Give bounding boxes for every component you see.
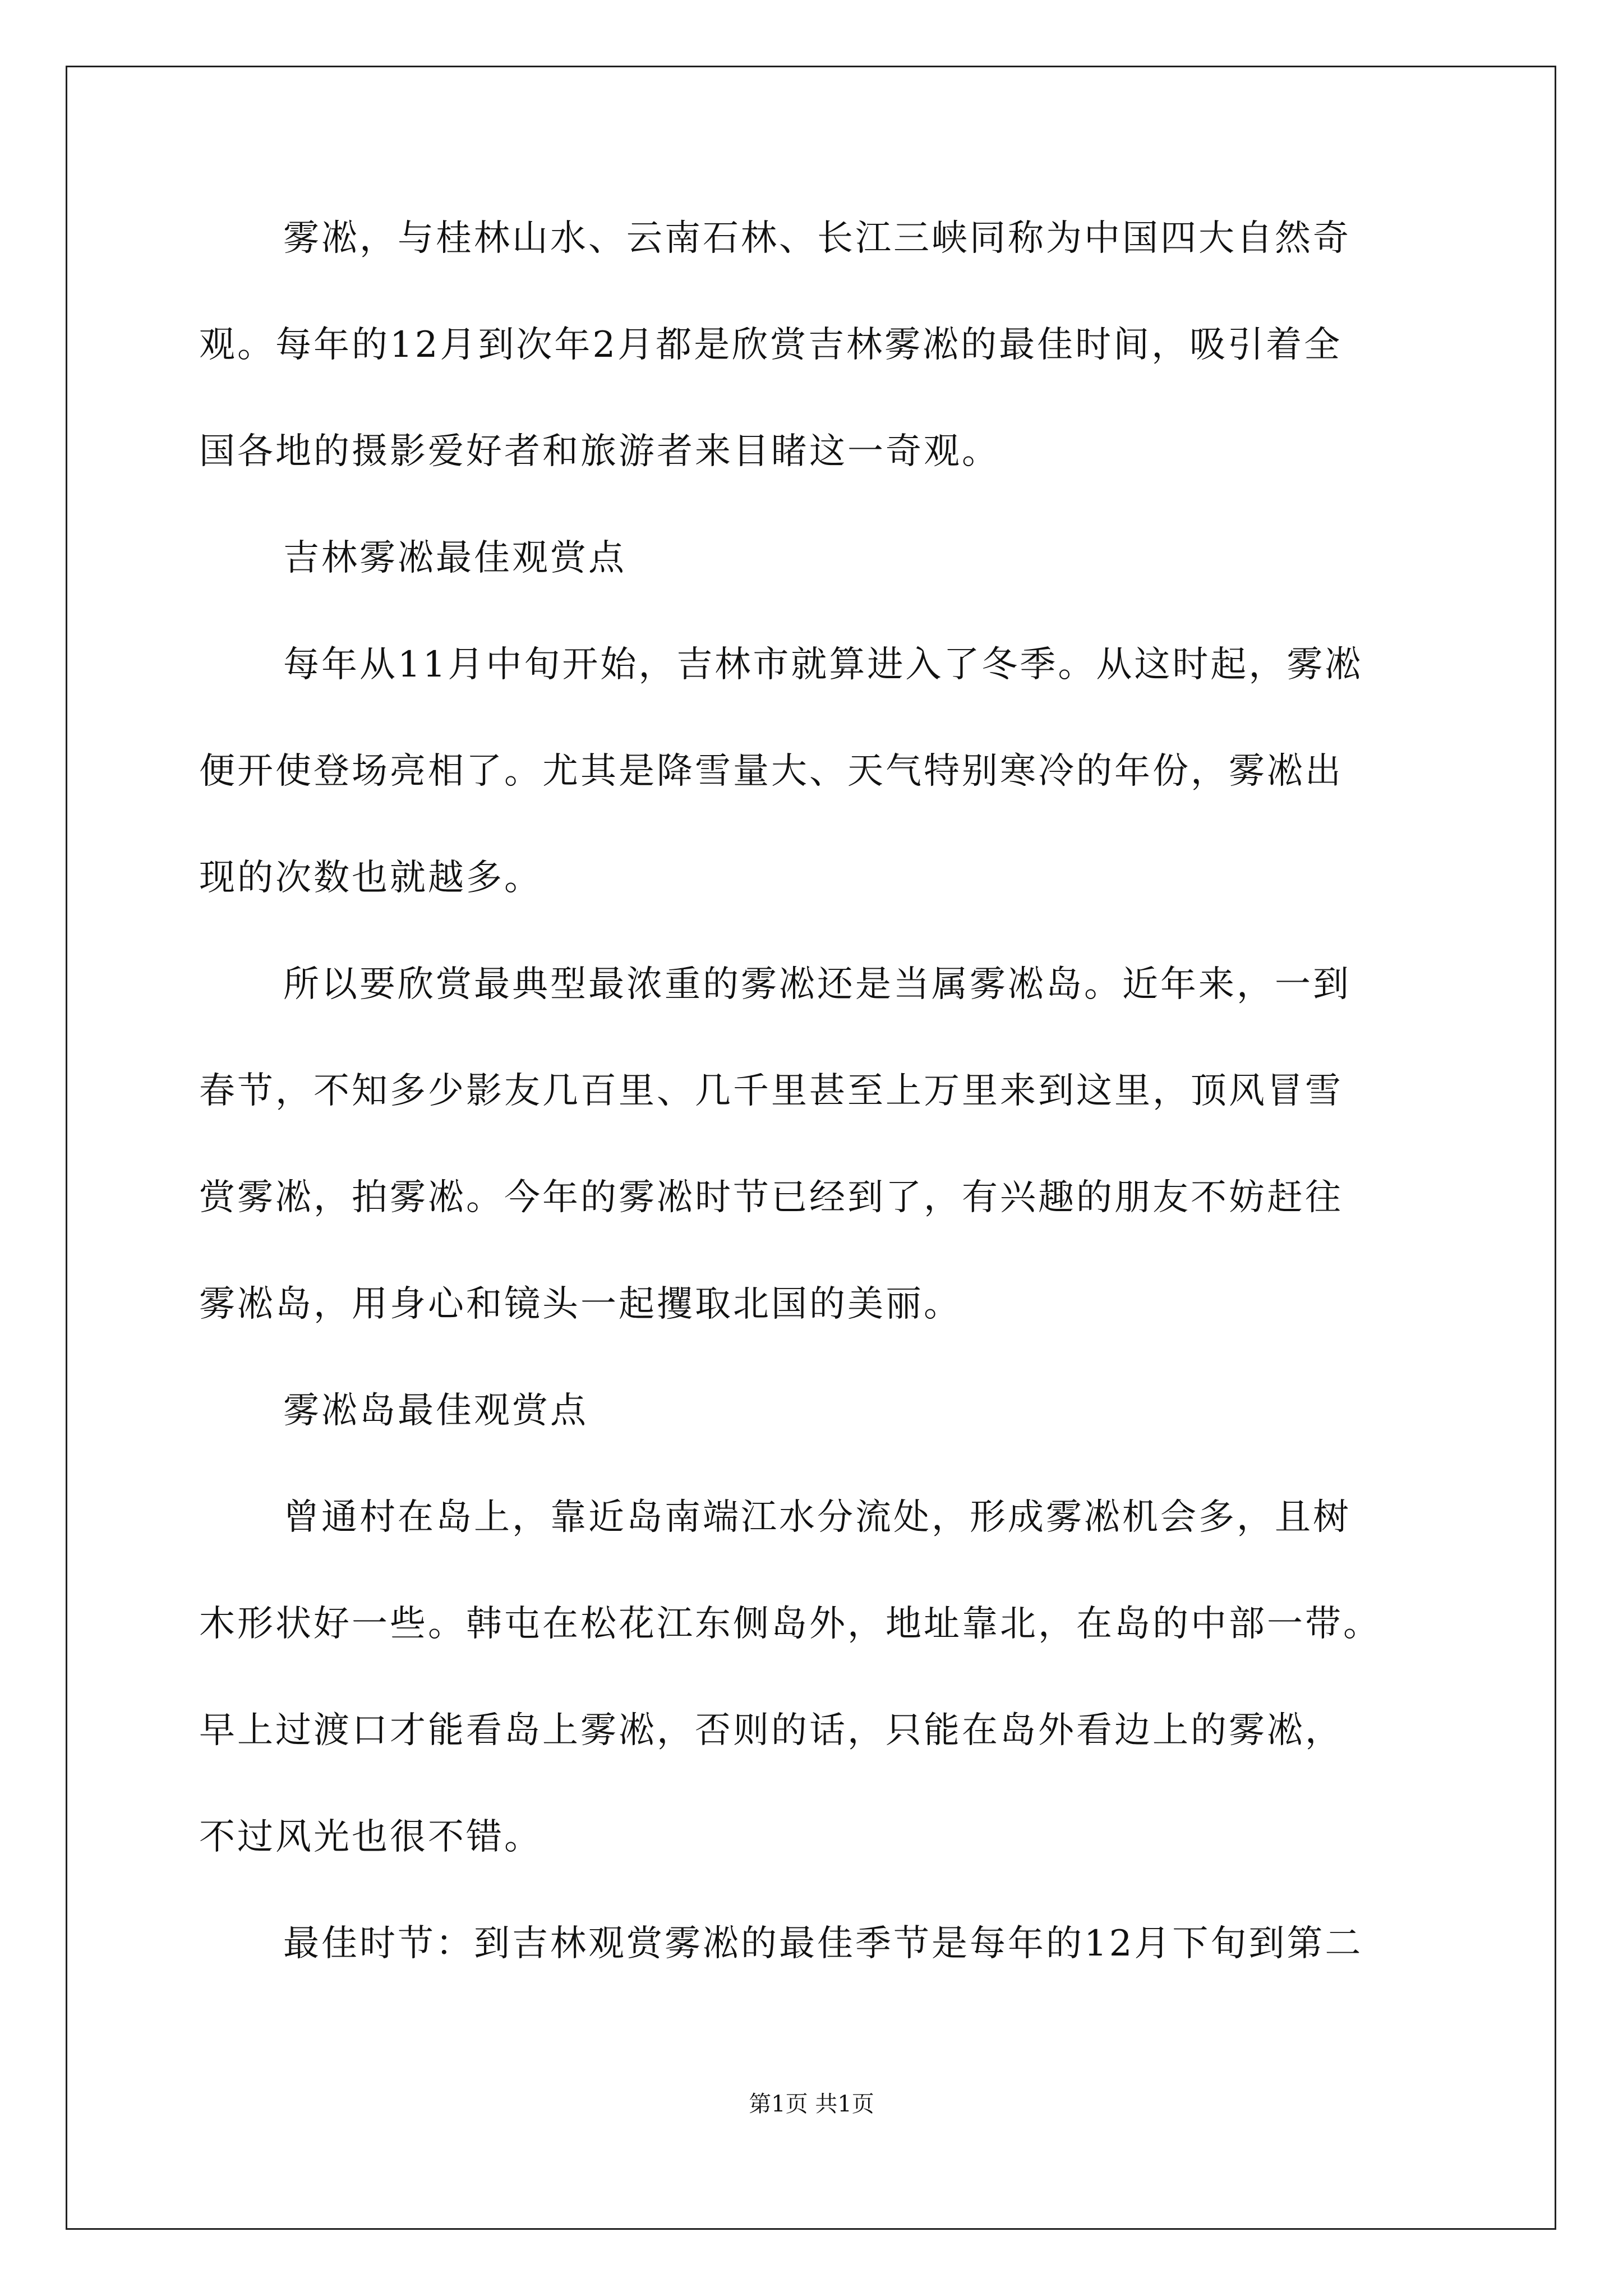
paragraph-4-line-3: 早上过渡口才能看岛上雾凇，否则的话，只能在岛外看边上的雾凇，	[199, 1710, 1343, 1751]
paragraph-1-line-1: 雾凇，与桂林山水、云南石林、长江三峡同称为中国四大自然奇	[283, 218, 1351, 259]
paragraph-3-line-2: 春节，不知多少影友几百里、几千里甚至上万里来到这里，顶风冒雪	[199, 1070, 1343, 1112]
paragraph-5-line-1: 最佳时节：到吉林观赏雾凇的最佳季节是每年的12月下旬到第二	[283, 1923, 1363, 1964]
section-heading-island: 雾凇岛最佳观赏点	[283, 1390, 588, 1432]
paragraph-2-line-2: 便开使登场亮相了。尤其是降雪量大、天气特别寒冷的年份，雾凇出	[199, 751, 1343, 792]
page-number-footer: 第1页 共1页	[749, 2091, 874, 2117]
paragraph-2-line-1: 每年从11月中旬开始，吉林市就算进入了冬季。从这时起，雾凇	[283, 644, 1363, 685]
paragraph-4-line-4: 不过风光也很不错。	[199, 1816, 542, 1858]
paragraph-3-line-1: 所以要欣赏最典型最浓重的雾凇还是当属雾凇岛。近年来，一到	[283, 964, 1351, 1005]
paragraph-1-line-3: 国各地的摄影爱好者和旅游者来目睹这一奇观。	[199, 431, 1000, 472]
page-border	[66, 66, 1556, 2230]
section-heading-jilin: 吉林雾凇最佳观赏点	[283, 537, 626, 579]
paragraph-2-line-3: 现的次数也就越多。	[199, 857, 542, 899]
paragraph-4-line-2: 木形状好一些。韩屯在松花江东侧岛外，地址靠北，在岛的中部一带。	[199, 1603, 1381, 1645]
paragraph-3-line-4: 雾凇岛，用身心和镜头一起攫取北国的美丽。	[199, 1283, 962, 1325]
paragraph-1-line-2: 观。每年的12月到次年2月都是欣赏吉林雾凇的最佳时间，吸引着全	[199, 324, 1343, 366]
paragraph-3-line-3: 赏雾凇，拍雾凇。今年的雾凇时节已经到了，有兴趣的朋友不妨赶往	[199, 1177, 1343, 1218]
paragraph-4-line-1: 曾通村在岛上，靠近岛南端江水分流处，形成雾凇机会多，且树	[283, 1497, 1351, 1538]
